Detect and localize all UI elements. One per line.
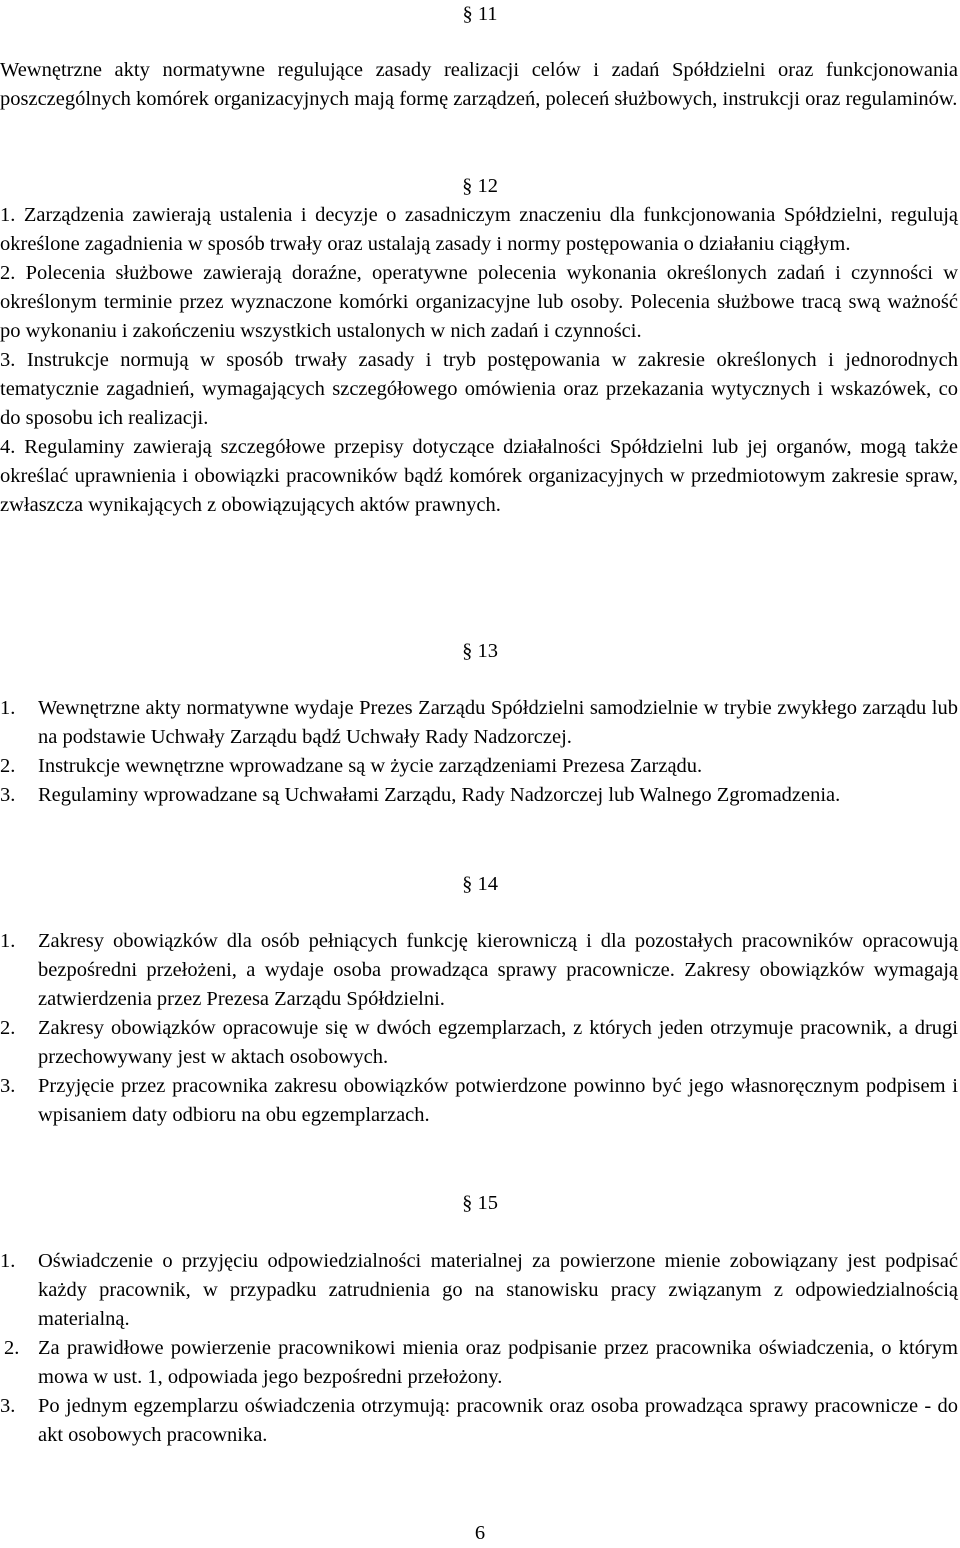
section-15-item-2 bbox=[0, 1334, 958, 1392]
section-heading-14: § 14 bbox=[462, 873, 498, 895]
section-15-body bbox=[0, 1247, 958, 1450]
section-15-item-3 bbox=[0, 1392, 958, 1450]
item-text: Polecenia służbowe zawierają doraźne, operatywne polecenia wykonania określonych zadań i czynności w określonym terminie przez wyznaczone komórki organizacyjne lub osoby. Polecenia służbowe tracą swą ważność po wykonaniu i zakończeniu wszystkich ustalonych w nich zadań i czynności. bbox=[0, 262, 958, 342]
item-text: Zakresy obowiązków opracowuje się w dwóch egzemplarzach, z których jeden otrzymuje pracownik, a drugi przechowywany jest w aktach osobowych. bbox=[38, 1017, 958, 1068]
item-number: 2. bbox=[0, 262, 16, 284]
section-13-item-3 bbox=[0, 781, 958, 810]
item-number: 3. bbox=[0, 1395, 16, 1417]
section-11-paragraph: Wewnętrzne akty normatywne regulujące zasady realizacji celów i zadań Spółdzielni oraz funkcjonowania poszczególnych komórek organizacyjnych mają formę zarządzeń, poleceń służbowych, instrukcji oraz regulaminów. bbox=[0, 59, 958, 110]
item-text: Regulaminy zawierają szczegółowe przepisy dotyczące działalności Spółdzielni lub jej organów, mogą także określać uprawnienia i obowiązki pracowników bądź komórek organizacyjnych w przedmiotowym zakresie spraw, zwłaszcza wynikających z obowiązujących aktów prawnych. bbox=[0, 436, 959, 516]
item-text: Za prawidłowe powierzenie pracownikowi mienia oraz podpisanie przez pracownika oświadczenia, o którym mowa w ust. 1, odpowiada jego bezpośredni przełożony. bbox=[38, 1337, 958, 1388]
section-14-item-2 bbox=[0, 1014, 958, 1072]
item-text: Zarządzenia zawierają ustalenia i decyzje o zasadniczym znaczeniu dla funkcjonowania Spółdzielni, regulują określone zagadnienia w sposób trwały oraz ustalają zasady i normy postępowania o działaniu ciągłym. bbox=[0, 204, 959, 255]
page-number: 6 bbox=[474, 1522, 486, 1544]
section-12-item-3 bbox=[0, 346, 958, 433]
item-number: 2. bbox=[0, 755, 16, 777]
item-text: Regulaminy wprowadzane są Uchwałami Zarządu, Rady Nadzorczej lub Walnego Zgromadzenia. bbox=[38, 784, 841, 806]
item-number: 1. bbox=[0, 697, 16, 719]
section-15-item-1 bbox=[0, 1247, 958, 1334]
section-12-item-1 bbox=[0, 201, 958, 259]
section-14-item-3 bbox=[0, 1072, 958, 1130]
item-text: Zakresy obowiązków dla osób pełniących funkcję kierowniczą i dla pozostałych pracowników opracowują bezpośredni przełożeni, a wydaje osoba prowadząca sprawy pracownicze. Zakresy obowiązków wymagają zatwierdzenia przez Prezesa Zarządu Spółdzielni. bbox=[38, 930, 958, 1010]
item-text: Instrukcje normują w sposób trwały zasady i tryb postępowania w zakresie określonych i jednorodnych tematycznie zagadnień, wymagających szczegółowego omówienia oraz przekazania wytycznych i wskazówek, co do sposobu ich realizacji. bbox=[0, 349, 959, 429]
item-number: 3. bbox=[0, 784, 16, 806]
item-number: 3. bbox=[0, 349, 16, 371]
section-12-item-2 bbox=[0, 259, 958, 346]
item-text: Instrukcje wewnętrzne wprowadzane są w życie zarządzeniami Prezesa Zarządu. bbox=[38, 755, 703, 777]
section-13-item-2 bbox=[0, 752, 958, 781]
item-text: Przyjęcie przez pracownika zakresu obowiązków potwierdzone powinno być jego własnoręcznym podpisem i wpisaniem daty odbioru na obu egzemplarzach. bbox=[38, 1075, 958, 1126]
section-heading-12: § 12 bbox=[462, 175, 498, 197]
section-heading-15: § 15 bbox=[462, 1192, 498, 1214]
item-text: Oświadczenie o przyjęciu odpowiedzialności materialnej za powierzone mienie zobowiązany jest podpisać każdy pracownik, w przypadku zatrudnienia go na stanowisku pracy związanym z odpowiedzialnością materialną. bbox=[38, 1250, 958, 1330]
item-number: 1. bbox=[0, 1250, 16, 1272]
item-number: 1. bbox=[0, 930, 16, 952]
section-14-body bbox=[0, 927, 958, 1130]
item-number: 2. bbox=[0, 1017, 16, 1039]
section-heading-11: § 11 bbox=[462, 3, 498, 25]
item-number: 2. bbox=[4, 1337, 20, 1359]
section-12-body bbox=[0, 201, 958, 520]
section-11-body bbox=[0, 56, 958, 114]
section-12-item-4 bbox=[0, 433, 958, 520]
section-13-body bbox=[0, 694, 958, 810]
section-14-item-1 bbox=[0, 927, 958, 1014]
item-number: 1. bbox=[0, 204, 16, 226]
item-number: 3. bbox=[0, 1075, 16, 1097]
item-text: Wewnętrzne akty normatywne wydaje Prezes Zarządu Spółdzielni samodzielnie w trybie zwykłego zarządu lub na podstawie Uchwały Zarządu bądź Uchwały Rady Nadzorczej. bbox=[38, 697, 958, 748]
section-heading-13: § 13 bbox=[462, 640, 498, 662]
section-13-item-1 bbox=[0, 694, 958, 752]
item-text: Po jednym egzemplarzu oświadczenia otrzymują: pracownik oraz osoba prowadząca sprawy pracownicze - do akt osobowych pracownika. bbox=[38, 1395, 958, 1446]
item-number: 4. bbox=[0, 436, 16, 458]
